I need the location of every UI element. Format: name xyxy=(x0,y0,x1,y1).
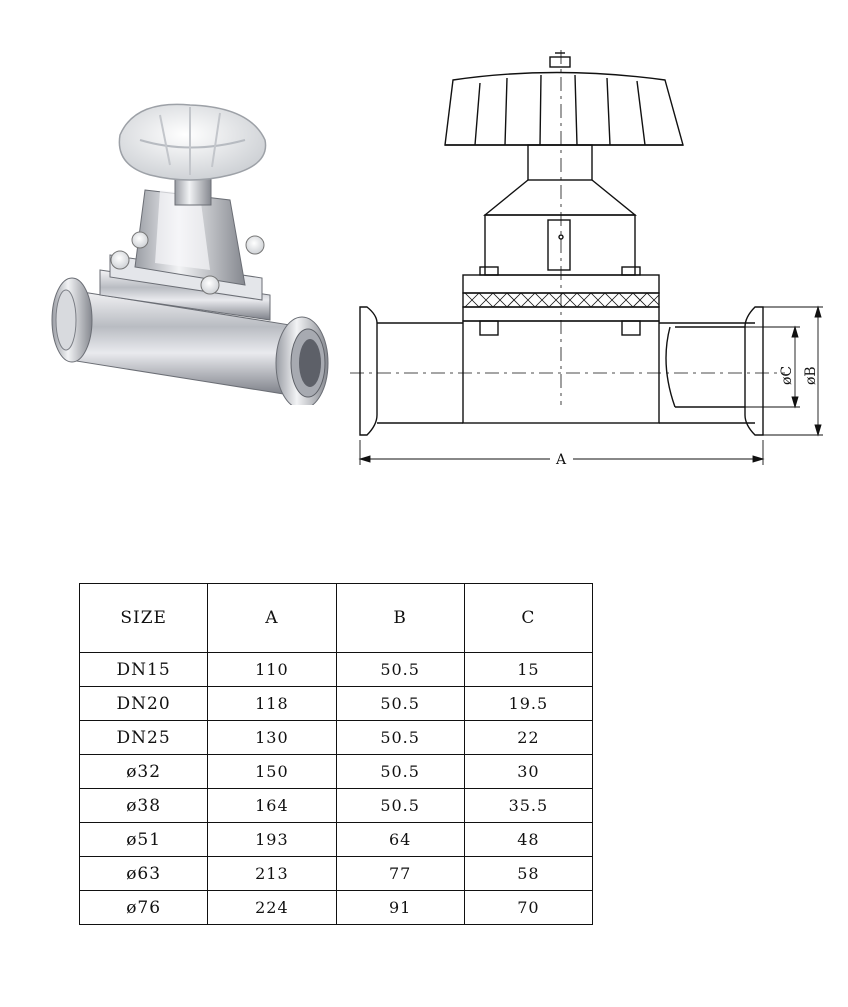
cell-c: 35.5 xyxy=(464,789,592,823)
header-c: C xyxy=(464,584,592,653)
cell-size: DN15 xyxy=(80,653,208,687)
cell-b: 91 xyxy=(336,891,464,925)
cell-size: ø38 xyxy=(80,789,208,823)
cell-size: ø76 xyxy=(80,891,208,925)
dimension-a-label: A xyxy=(556,452,567,468)
cell-c: 48 xyxy=(464,823,592,857)
cell-a: 164 xyxy=(208,789,336,823)
valve-dimension-drawing xyxy=(345,45,835,475)
cell-c: 15 xyxy=(464,653,592,687)
cell-size: ø32 xyxy=(80,755,208,789)
header-b: B xyxy=(336,584,464,653)
table-row xyxy=(80,823,593,857)
cell-a: 110 xyxy=(208,653,336,687)
cell-b: 50.5 xyxy=(336,755,464,789)
header-a: A xyxy=(208,584,336,653)
cell-a: 213 xyxy=(208,857,336,891)
cell-a: 150 xyxy=(208,755,336,789)
table-row xyxy=(80,721,593,755)
header-size: SIZE xyxy=(80,584,208,653)
cell-size: DN25 xyxy=(80,721,208,755)
table-row xyxy=(80,857,593,891)
valve-product-photo xyxy=(40,95,340,405)
table-row xyxy=(80,891,593,925)
cell-size: ø63 xyxy=(80,857,208,891)
cell-c: 30 xyxy=(464,755,592,789)
cell-b: 50.5 xyxy=(336,789,464,823)
cell-b: 50.5 xyxy=(336,653,464,687)
cell-c: 19.5 xyxy=(464,687,592,721)
cell-a: 118 xyxy=(208,687,336,721)
table-row xyxy=(80,755,593,789)
table-row xyxy=(80,687,593,721)
table-header-row xyxy=(80,584,593,653)
dimension-b-label: øB xyxy=(803,366,819,385)
cell-b: 77 xyxy=(336,857,464,891)
handwheel-outline xyxy=(445,73,683,146)
dimension-table xyxy=(79,583,593,925)
cell-a: 130 xyxy=(208,721,336,755)
cell-c: 70 xyxy=(464,891,592,925)
cell-b: 50.5 xyxy=(336,721,464,755)
cell-size: DN20 xyxy=(80,687,208,721)
table-row xyxy=(80,789,593,823)
cell-b: 64 xyxy=(336,823,464,857)
table-row xyxy=(80,653,593,687)
cell-size: ø51 xyxy=(80,823,208,857)
cell-b: 50.5 xyxy=(336,687,464,721)
cell-c: 22 xyxy=(464,721,592,755)
dimension-c-label: øC xyxy=(779,365,795,385)
cell-c: 58 xyxy=(464,857,592,891)
cell-a: 193 xyxy=(208,823,336,857)
cell-a: 224 xyxy=(208,891,336,925)
